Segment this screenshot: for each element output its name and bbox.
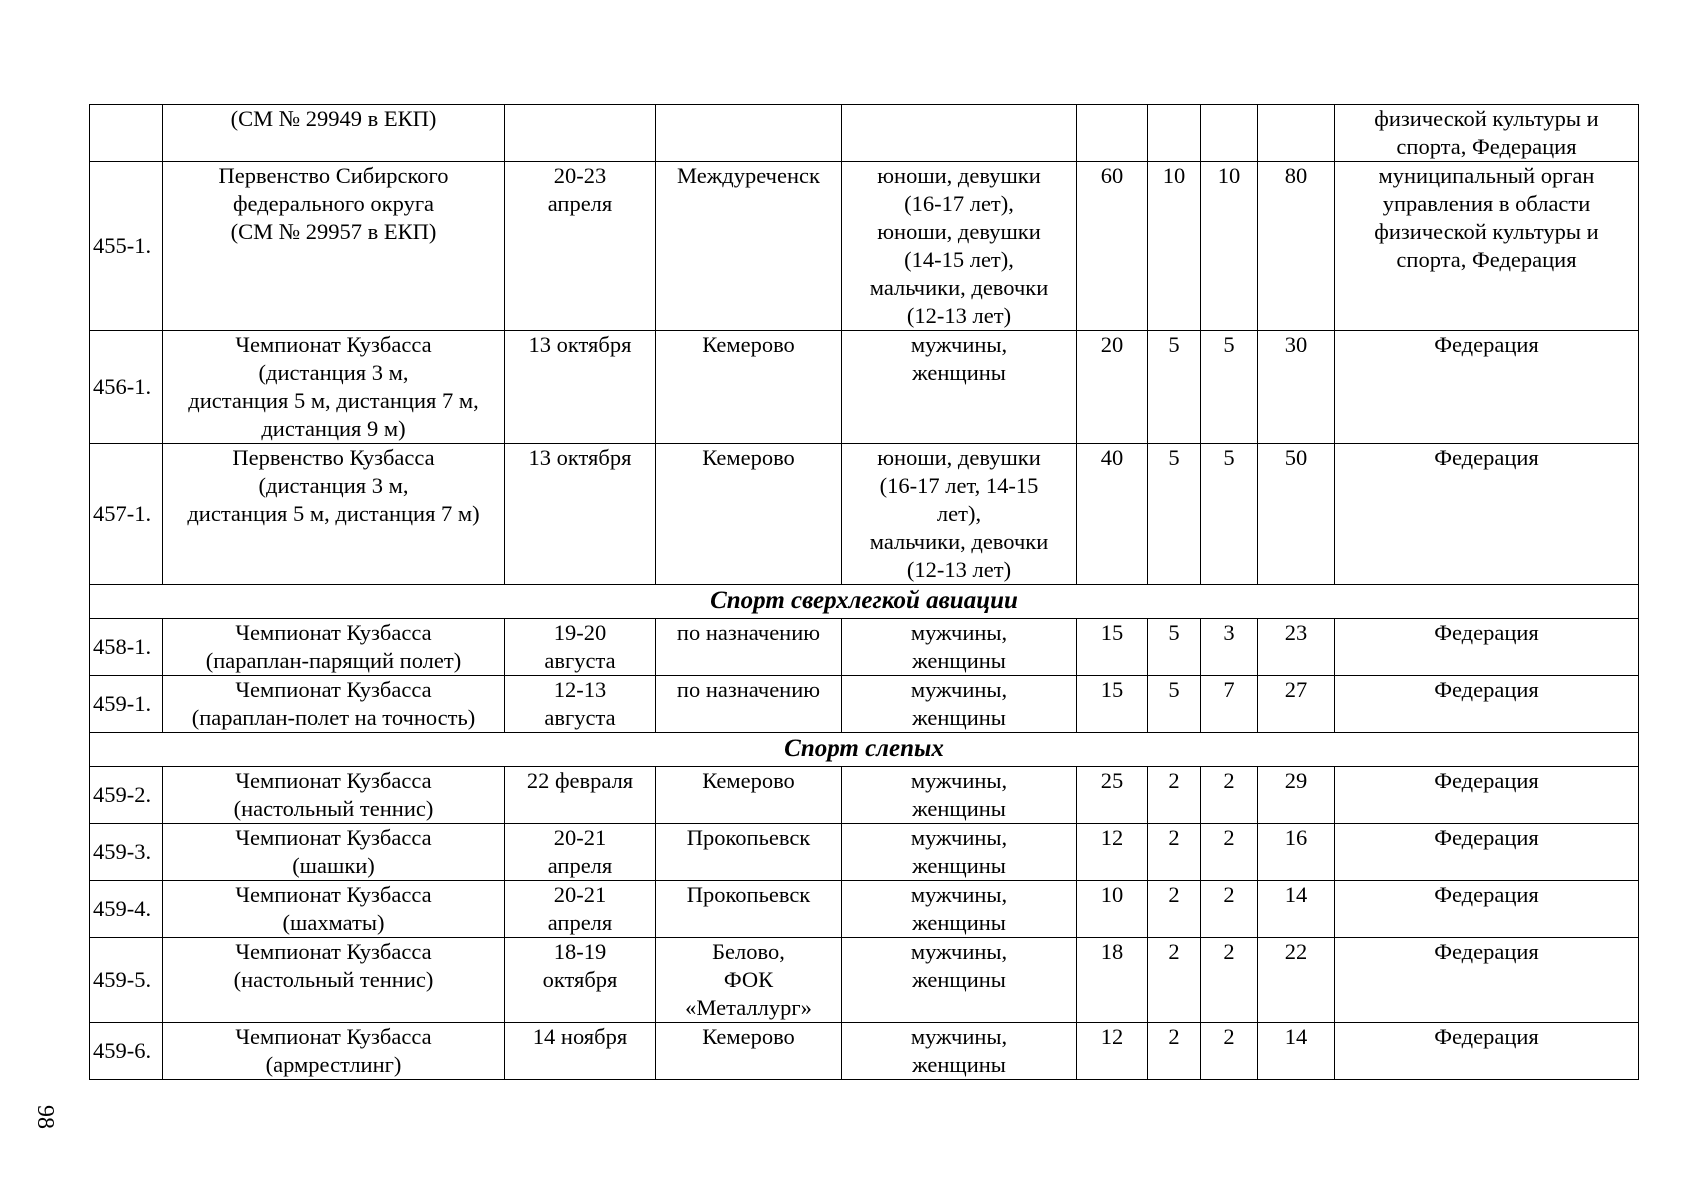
event-place-cell: Кемерово	[656, 767, 842, 824]
event-name-cell: Чемпионат Кузбасса (настольный теннис)	[163, 767, 505, 824]
count-coaches-cell: 2	[1148, 767, 1201, 824]
table-row	[90, 824, 1639, 881]
event-place-cell	[656, 105, 842, 162]
event-name-cell: Чемпионат Кузбасса (параплан-парящий полет)	[163, 619, 505, 676]
section-row	[90, 585, 1639, 619]
organizer-cell: Федерация	[1335, 331, 1639, 444]
row-number-cell: 459-5.	[90, 938, 163, 1023]
participants-cell: мужчины, женщины	[842, 676, 1077, 733]
row-number-cell: 457-1.	[90, 444, 163, 585]
participants-cell: мужчины, женщины	[842, 619, 1077, 676]
count-participants-cell: 15	[1077, 676, 1148, 733]
count-participants-cell: 60	[1077, 162, 1148, 331]
count-participants-cell: 10	[1077, 881, 1148, 938]
count-coaches-cell: 2	[1148, 824, 1201, 881]
count-total-cell: 50	[1258, 444, 1335, 585]
table-row	[90, 162, 1639, 331]
table-row	[90, 331, 1639, 444]
participants-cell: мужчины, женщины	[842, 767, 1077, 824]
table-row	[90, 619, 1639, 676]
events-table	[89, 104, 1639, 1080]
event-date-cell	[505, 105, 656, 162]
event-name-cell: (СМ № 29949 в ЕКП)	[163, 105, 505, 162]
event-place-cell: Кемерово	[656, 331, 842, 444]
count-total-cell: 80	[1258, 162, 1335, 331]
section-title: Спорт сверхлегкой авиации	[90, 585, 1639, 619]
count-judges-cell: 3	[1201, 619, 1258, 676]
count-coaches-cell: 5	[1148, 619, 1201, 676]
count-participants-cell: 12	[1077, 1023, 1148, 1080]
row-number-cell: 459-3.	[90, 824, 163, 881]
row-number-cell: 459-1.	[90, 676, 163, 733]
event-name-cell: Чемпионат Кузбасса (армрестлинг)	[163, 1023, 505, 1080]
row-number-cell: 459-2.	[90, 767, 163, 824]
count-participants-cell: 25	[1077, 767, 1148, 824]
table-row	[90, 444, 1639, 585]
event-place-cell: по назначению	[656, 619, 842, 676]
row-number-cell: 456-1.	[90, 331, 163, 444]
table-row	[90, 767, 1639, 824]
event-name-cell: Чемпионат Кузбасса (шашки)	[163, 824, 505, 881]
participants-cell: мужчины, женщины	[842, 938, 1077, 1023]
participants-cell: мужчины, женщины	[842, 881, 1077, 938]
organizer-cell: Федерация	[1335, 938, 1639, 1023]
organizer-cell: Федерация	[1335, 1023, 1639, 1080]
count-participants-cell: 18	[1077, 938, 1148, 1023]
row-number-cell: 455-1.	[90, 162, 163, 331]
event-date-cell: 20-21 апреля	[505, 881, 656, 938]
event-name-cell: Первенство Сибирского федерального округа (СМ № 29957 в ЕКП)	[163, 162, 505, 331]
participants-cell: мужчины, женщины	[842, 824, 1077, 881]
table-row	[90, 676, 1639, 733]
event-name-cell: Первенство Кузбасса (дистанция 3 м, дистанция 5 м, дистанция 7 м)	[163, 444, 505, 585]
count-judges-cell	[1201, 105, 1258, 162]
count-coaches-cell: 5	[1148, 676, 1201, 733]
event-place-cell: Прокопьевск	[656, 881, 842, 938]
count-total-cell: 27	[1258, 676, 1335, 733]
count-coaches-cell: 2	[1148, 881, 1201, 938]
count-total-cell: 29	[1258, 767, 1335, 824]
count-participants-cell: 15	[1077, 619, 1148, 676]
event-place-cell: Белово, ФОК «Металлург»	[656, 938, 842, 1023]
count-coaches-cell: 5	[1148, 331, 1201, 444]
event-date-cell: 20-23 апреля	[505, 162, 656, 331]
event-date-cell: 20-21 апреля	[505, 824, 656, 881]
count-total-cell: 16	[1258, 824, 1335, 881]
event-date-cell: 13 октября	[505, 444, 656, 585]
event-name-cell: Чемпионат Кузбасса (шахматы)	[163, 881, 505, 938]
row-number-cell	[90, 105, 163, 162]
participants-cell: юноши, девушки (16-17 лет, 14-15 лет), мальчики, девочки (12-13 лет)	[842, 444, 1077, 585]
event-date-cell: 13 октября	[505, 331, 656, 444]
event-place-cell: Междуреченск	[656, 162, 842, 331]
count-coaches-cell: 2	[1148, 938, 1201, 1023]
section-title: Спорт слепых	[90, 733, 1639, 767]
count-total-cell: 14	[1258, 1023, 1335, 1080]
row-number-cell: 459-6.	[90, 1023, 163, 1080]
count-total-cell	[1258, 105, 1335, 162]
count-coaches-cell: 2	[1148, 1023, 1201, 1080]
count-judges-cell: 2	[1201, 824, 1258, 881]
row-number-cell: 458-1.	[90, 619, 163, 676]
event-place-cell: Прокопьевск	[656, 824, 842, 881]
organizer-cell: Федерация	[1335, 444, 1639, 585]
count-judges-cell: 5	[1201, 444, 1258, 585]
event-name-cell: Чемпионат Кузбасса (дистанция 3 м, дистанция 5 м, дистанция 7 м, дистанция 9 м)	[163, 331, 505, 444]
organizer-cell: муниципальный орган управления в области физической культуры и спорта, Федерация	[1335, 162, 1639, 331]
count-judges-cell: 5	[1201, 331, 1258, 444]
count-judges-cell: 2	[1201, 938, 1258, 1023]
count-coaches-cell	[1148, 105, 1201, 162]
participants-cell	[842, 105, 1077, 162]
section-row	[90, 733, 1639, 767]
event-place-cell: Кемерово	[656, 444, 842, 585]
count-participants-cell: 40	[1077, 444, 1148, 585]
event-date-cell: 12-13 августа	[505, 676, 656, 733]
event-date-cell: 18-19 октября	[505, 938, 656, 1023]
count-participants-cell	[1077, 105, 1148, 162]
table-row	[90, 938, 1639, 1023]
event-name-cell: Чемпионат Кузбасса (настольный теннис)	[163, 938, 505, 1023]
row-number-cell: 459-4.	[90, 881, 163, 938]
count-total-cell: 22	[1258, 938, 1335, 1023]
count-judges-cell: 10	[1201, 162, 1258, 331]
count-judges-cell: 2	[1201, 767, 1258, 824]
organizer-cell: Федерация	[1335, 676, 1639, 733]
organizer-cell: Федерация	[1335, 881, 1639, 938]
count-judges-cell: 7	[1201, 676, 1258, 733]
event-date-cell: 22 февраля	[505, 767, 656, 824]
organizer-cell: Федерация	[1335, 767, 1639, 824]
count-judges-cell: 2	[1201, 1023, 1258, 1080]
count-coaches-cell: 10	[1148, 162, 1201, 331]
count-total-cell: 14	[1258, 881, 1335, 938]
count-participants-cell: 12	[1077, 824, 1148, 881]
participants-cell: мужчины, женщины	[842, 1023, 1077, 1080]
page-number: 98	[32, 1105, 58, 1129]
event-date-cell: 14 ноября	[505, 1023, 656, 1080]
count-coaches-cell: 5	[1148, 444, 1201, 585]
organizer-cell: Федерация	[1335, 824, 1639, 881]
participants-cell: мужчины, женщины	[842, 331, 1077, 444]
participants-cell: юноши, девушки (16-17 лет), юноши, девушки (14-15 лет), мальчики, девочки (12-13 лет)	[842, 162, 1077, 331]
count-total-cell: 30	[1258, 331, 1335, 444]
count-participants-cell: 20	[1077, 331, 1148, 444]
table-row	[90, 881, 1639, 938]
count-judges-cell: 2	[1201, 881, 1258, 938]
event-place-cell: по назначению	[656, 676, 842, 733]
table-row	[90, 1023, 1639, 1080]
organizer-cell: Федерация	[1335, 619, 1639, 676]
event-place-cell: Кемерово	[656, 1023, 842, 1080]
event-name-cell: Чемпионат Кузбасса (параплан-полет на точность)	[163, 676, 505, 733]
count-total-cell: 23	[1258, 619, 1335, 676]
event-date-cell: 19-20 августа	[505, 619, 656, 676]
organizer-cell: физической культуры и спорта, Федерация	[1335, 105, 1639, 162]
table-row	[90, 105, 1639, 162]
